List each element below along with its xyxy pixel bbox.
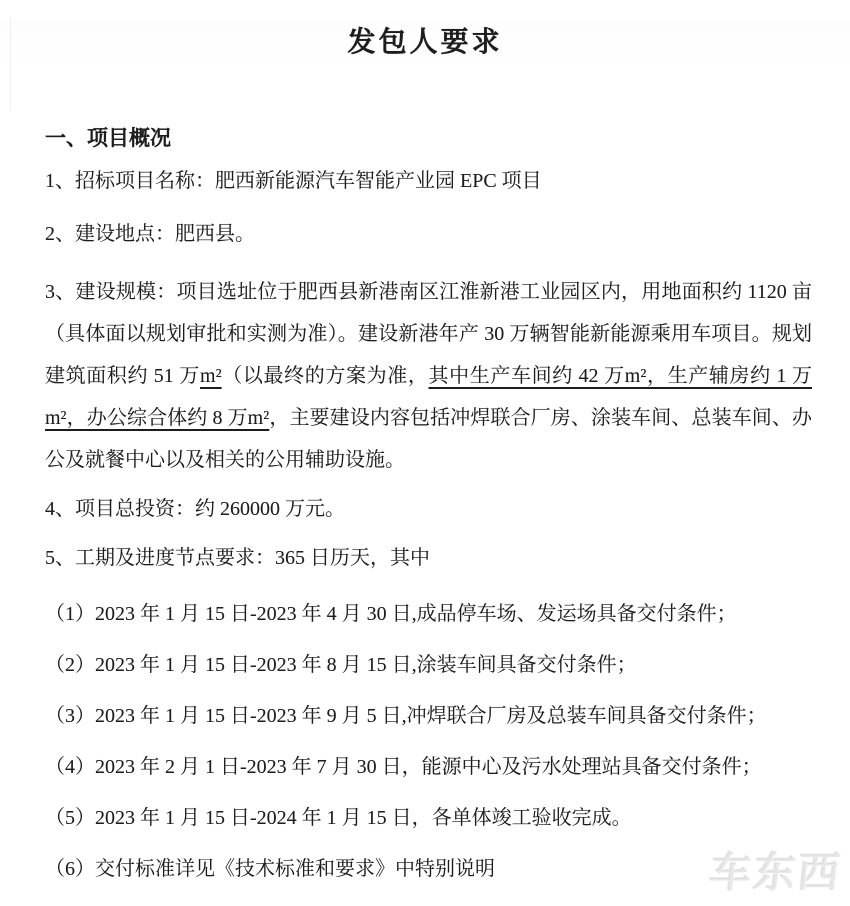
item-4-investment: 4、项目总投资：约 260000 万元。 (45, 497, 345, 520)
milestone-3: （3）2023 年 1 月 15 日-2023 年 9 月 5 日,冲焊联合厂房及总装车间具备交付条件； (45, 704, 767, 727)
page-title: 发包人要求 (347, 26, 503, 58)
item-1-project-name: 1、招标项目名称：肥西新能源汽车智能产业园 EPC 项目 (45, 169, 542, 192)
item-5-schedule: 5、工期及进度节点要求：365 日历天，其中 (45, 546, 430, 569)
item-3-scale: 3、建设规模：项目选址位于肥西县新港南区江淮新港工业园区内，用地面积约 1120 亩（具体面以规划审批和实测为准）。建设新港年产 30 万辆智能新能源乘用车项目。规划建筑面积约 51 万m²（以最终的方案为准，其中生产车间约 42 万m²，生产辅房约 1 万m²，办公综合体约 8 万m²，主要建设内容包括冲焊联合厂房、涂装车间、总装车间、办公及就餐中心以及相关的公用辅助设施。 (45, 280, 813, 471)
chedongxi-watermark-logo: 车东西 (707, 848, 845, 896)
milestone-1: （1）2023 年 1 月 15 日-2023 年 4 月 30 日,成品停车场、发运场具备交付条件； (45, 602, 737, 625)
document-page (0, 19, 850, 906)
milestone-5: （5）2023 年 1 月 15 日-2024 年 1 月 15 日，各单体竣工验收完成。 (45, 806, 632, 829)
milestone-6: （6）交付标准详见《技术标准和要求》中特别说明 (45, 857, 495, 880)
item-2-location: 2、建设地点：肥西县。 (45, 222, 255, 245)
milestone-4: （4）2023 年 2 月 1 日-2023 年 7 月 30 日，能源中心及污水处理站具备交付条件； (45, 755, 762, 778)
milestone-2: （2）2023 年 1 月 15 日-2023 年 8 月 15 日,涂装车间具备交付条件； (45, 653, 637, 676)
section-heading-project-overview: 一、项目概况 (45, 125, 171, 150)
document-body (45, 124, 812, 883)
